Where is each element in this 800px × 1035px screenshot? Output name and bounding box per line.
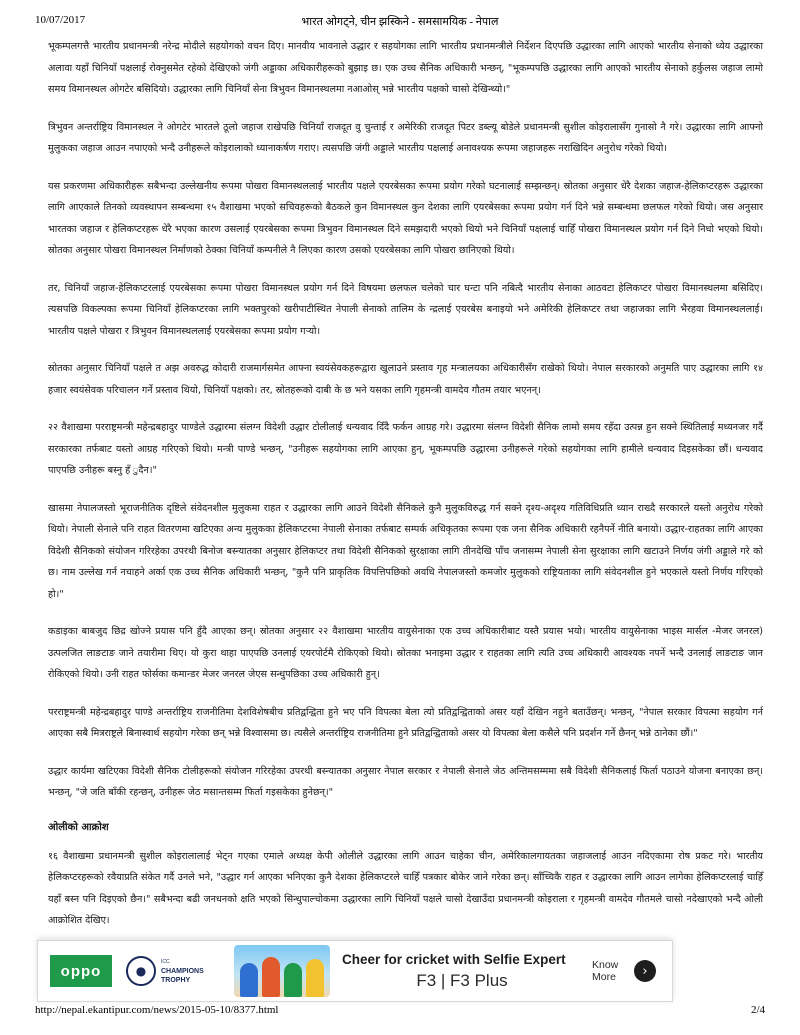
article-paragraph: तर, चिनियाँ जहाज-हेलिकप्टरलाई एयरबेसका रूपमा पोखरा विमानस्थल प्रयोग गर्न दिने विषयमा छलफल चलेको चार घन्टा पनि नबित्दै भारतीय सेनाका आठवटा हेलिकप्टर पोखरा विमानस्थलमा बसिदिए। त्यसपछि विकल्पका रूपमा चिनियाँ हेलिकप्टरका लागि भक्तपुरको खरीपाटीस्थित नेपाली सेनाको तालिम के न्द्रलाई एयरबेस बनाइयो भने अमेरिकी हेलिकप्टर तथा जहाजका लागि भैरहवा विमानस्थललाई। भारतीय पक्षले पोखरा र त्रिभुवन विमानस्थललाई एयरबेसका रूपमा प्रयोग गर्‍यो। <box>48 282 763 337</box>
article-paragraph: परराष्ट्रमन्त्री महेन्द्रबहादुर पाण्डे अन्तर्राष्ट्रिय राजनीतिमा देशविशेषबीच प्रतिद्वन्द्विता हुने भए पनि विपत्का बेला त्यो प्रतिद्वन्द्विताको असर यहाँ देखिन नहुने बताउँछन्। भन्छन्, "नेपाल सरकार विपत्मा सहयोग गर्न आएका सबै मित्रराष्ट्रले बिनास्वार्थ सहयोग गरेका छन् भन्ने विश्वासमा छ। त्यसैले अन्तर्राष्ट्रिय राजनीतिमा हुने प्रतिद्वन्द्विताको असर यो विपत्का बेला कसैले पनि प्रदर्शन गर्ने छैनन् भन्ने ठानेका छौं।" <box>48 706 763 739</box>
fan-figure <box>262 957 280 997</box>
article-subheading: ओलीको आक्रोश <box>48 821 109 833</box>
article-paragraph: कडाइका बाबजुद छिद्र खोज्ने प्रयास पनि हुँदै आएका छन्। स्रोतका अनुसार २२ वैशाखमा भारतीय वायुसेनाका एक उच्च अधिकारीबाट यस्तै प्रयास भयो। भारतीय वायुसेनाका भाइस मार्सल -मेजर जनरल) उत्पलजित लाङटाङ जाने तयारीमा थिए। यो कुरा थाहा पाएपछि उनलाई एयरपोर्टमै रोकिएको थियो। स्रोतका भनाइमा उद्धार र राहतका लागि त्यति उच्च अधिकारी आवश्यक नपर्ने भन्दै उनलाई लाङटाङ जान रोकिएको थियो। उनी राहत फोर्सका कमान्डर मेजर जनरल जेएस सन्धुपछिका उच्च अधिकारी हुन्। <box>48 626 763 680</box>
champions-label: CHAMPIONS <box>161 967 204 975</box>
print-header <box>35 14 765 30</box>
icc-label: ICC <box>161 958 170 965</box>
oppo-logo: oppo <box>50 955 112 987</box>
page-url: http://nepal.ekantipur.com/news/2015-05-10/8377.html <box>35 1004 279 1016</box>
trophy-label: TROPHY <box>161 976 191 984</box>
ad-model-names: F3 | F3 Plus <box>416 970 508 990</box>
article-paragraph: स्रोतका अनुसार चिनियाँ पक्षले त अझ अवरुद्ध कोदारी राजमार्गसमेत आफ्ना स्वयंसेवकहरूद्वारा खुलाउने प्रस्ताव गृह मन्त्रालयका अधिकारीसँग राखेको थियो। नेपाल सरकारको अनुमति पाए उद्धारका लागि १४ हजार स्वयंसेवक परिचालन गर्ने प्रस्ताव थियो, चिनियाँ पक्षको। तर, स्रोतहरूको दाबी के छ भने यसका लागि गृहमन्त्री वामदेव गौतम तयार भएनन्। <box>48 363 763 396</box>
article-paragraph: त्रिभुवन अन्तर्राष्ट्रिय विमानस्थल ने ओगटेर भारतले ठूलो जहाज राखेपछि चिनियाँ राजदूत वु चुन्ताई र अमेरिकी राजदूत पिटर डब्ल्यू बोडेले प्रधानमन्त्री सुशील कोइरालासँग गुनासो नै गरे। उद्धारका लागि आफ्नो मुलुकका जहाज आउन नपाएको भन्दै उनीहरूले कोइरालाको ध्यानाकर्षण गराए। त्यसपछि जंगी अड्डाले भारतीय पक्षलाई अनावश्यक रूपमा जहाजहरू नराखिदिन अनुरोध गरेको थियो। <box>48 121 763 154</box>
fan-figure <box>240 963 258 997</box>
article-paragraph: उद्धार कार्यमा खटिएका विदेशी सैनिक टोलीहरूको संयोजन गरिरहेका उपरथी बस्न्यातका अनुसार नेपाल सरकार र नेपाली सेनाले जेठ अन्तिमसम्ममा सबै विदेशी सैनिकलाई फिर्ता पठाउने योजना बनाएका छन्। भन्छन्, "जे जति बाँकी रहन्छन्, उनीहरू जेठ मसान्तसम्म फिर्ता गइसकेका हुनेछन्।" <box>48 765 763 798</box>
article-paragraph: १६ वैशाखमा प्रधानमन्त्री सुशील कोइरालालाई भेट्न गएका एमाले अध्यक्ष केपी ओलीले उद्धारका लागि आउन चाहेका चीन, अमेरिकालगायतका जहाजलाई आउन नदिएकामा रोष प्रकट गरे। भारतीय हेलिकप्टरहरूको रवैयाप्रति संकेत गर्दै उनले भने, "उद्धार गर्न आएका भनिएका कुनै देशका हेलिकप्टरले चाहिँ पत्रकार बोकेर जाने गरेका छन्। साँच्चिकै राहत र उद्धारका लागि आउन लागेका हेलिकप्टरलाई चाहिँ यहाँ बस्न पनि दिइएको छैन।" सबैभन्दा बढी जनधनको क्षति भएको सिन्धुपाल्चोकमा उद्धारका लागि चिनियाँ पक्षले चासो देखाउँदा प्रधानमन्त्री कोइराला र गृहमन्त्री वामदेव गौतमले चासो नदेखाएको भन्दै ओली आक्रोशित देखिए। <box>48 850 763 926</box>
print-footer <box>35 1004 765 1020</box>
ad-headline: Cheer for cricket with Selfie Expert <box>342 951 566 967</box>
know-more-button[interactable] <box>592 959 656 983</box>
fan-figure <box>306 959 324 997</box>
ad-copy <box>342 952 582 991</box>
know-more-label: Know More <box>592 959 619 983</box>
arrow-right-icon[interactable]: › <box>634 960 656 982</box>
fan-figure <box>284 963 302 997</box>
advertisement-banner[interactable] <box>37 940 673 1002</box>
champions-trophy-logo <box>126 956 226 986</box>
champions-trophy-text <box>161 958 204 985</box>
article-paragraph: खासमा नेपालजस्तो भूराजनीतिक दृष्टिले संवेदनशील मुलुकमा राहत र उद्धारका लागि आउने विदेशी सैनिकले कुनै मुलुकविरुद्ध गर्न सक्ने दृश्य-अदृश्य गतिविधिप्रति ध्यान राख्दै सरकारले यस्तो अनुरोध गरेको थियो। नेपाली सेनाले पनि राहत वितरणमा खटिएका अन्य मुलुकका हेलिकप्टरमा नेपाली सेनाका तर्फबाट सम्पर्क अधिकृतका रूपमा एक जना सैनिक अधिकारी रहनैपर्ने नीति बनायो। उद्धार-राहतका लागि आएका विदेशी सैनिकको संयोजन गरिरहेका उपरथी बिनोज बस्न्यातका अनुसार हेलिकप्टर तथा विदेशी सैनिकको सुरक्षाका लागि तीनदेखि पाँच जनासम्म नेपाली सेना सुरक्षाका लागि खटाउने निर्णय जंगी अड्डाले गरे को छ। नाम उल्लेख गर्न नचाहने अर्का एक उच्च सैनिक अधिकारी भन्छन्, "कुनै पनि प्राकृतिक विपत्तिपछिको अवधि नेपालजस्तो कमजोर मुलुकको राष्ट्रियताका लागि संवेदनशील हुने भएकाले यस्तो निर्णय गरिएको हो।" <box>48 502 763 600</box>
ad-photo <box>234 945 330 997</box>
article-paragraph: यस प्रकरणमा अधिकारीहरू सबैभन्दा उल्लेखनीय रूपमा पोखरा विमानस्थललाई भारतीय पक्षले एयरबेसका रूपमा प्रयोग गरेको घटनालाई सम्झन्छन्। स्रोतका अनुसार धेरै देशका जहाज-हेलिकप्टरहरू उद्धारका लागि आएकाले तिनको व्यवस्थापन सम्बन्धमा १५ वैशाखमा भएको सचिवहरूको बैठकले कुन विमानस्थल कुन देशका लागि एयरबेसका रूपमा प्रयोग गर्न दिने भन्ने सम्बन्धमा छलफल गरेको थियो। जस अनुसार भारतका जहाज र हेलिकप्टरहरू धेरै भएका कारण उसलाई एयरबेसका रूपमा त्रिभुवन विमानस्थल दिने समझदारी भएको थियो भने चिनियाँ पक्षलाई चाहिँ पोखरा विमानस्थल प्रयोग गर्न दिने निधो भएको थियो। स्रोतका अनुसार पोखरा विमानस्थल निर्माणको ठेक्का चिनियाँ कम्पनीले नै लिएका कारण उसको एयरबेसका लागि पोखरा छानिएको थियो। <box>48 180 763 256</box>
cricket-ball-icon: ● <box>126 956 156 986</box>
print-date: 10/07/2017 <box>35 14 86 26</box>
article-paragraph: २२ वैशाखमा परराष्ट्रमन्त्री महेन्द्रबहादुर पाण्डेले उद्धारमा संलग्न विदेशी उद्धार टोलीलाई धन्यवाद दिँदै फर्कन आग्रह गरे। उद्धारमा संलग्न विदेशी सैनिक लामो समय रहँदा उत्पन्न हुन सक्ने स्थितिलाई मध्यनजर गर्दै सरकारका तर्फबाट यस्तो आग्रह गरिएको थियो। मन्त्री पाण्डे भन्छन्, "उनीहरू सहयोगका लागि आएका हुन्, भूकम्पपछि उद्धारमा उनीहरूले गरेको सहयोगका लागि हामीले धन्यवाद दिइसकेका छौं। धन्यवाद पाएपछि उनीहरू बस्नु हँ ुदैन।" <box>48 422 764 476</box>
page-number: 2/4 <box>750 1004 765 1016</box>
article-body <box>48 36 763 948</box>
print-page-title: भारत ओगट्ने, चीन झस्किने - समसामयिक - नेपाल <box>301 16 499 28</box>
article-paragraph: भूकम्पलगत्तै भारतीय प्रधानमन्त्री नरेन्द्र मोदीले सहयोगको वचन दिए। मानवीय भावनाले उद्धार र सहयोगका लागि भारतीय प्रधानमन्त्रीले निर्देशन दिएपछि उद्धारका लागि आएको भारतीय सेनाको ध्येय उद्धारका अलावा यहाँ चिनियाँ पक्षलाई रोक्नुसमेत रहेको देखिएको जंगी अड्डाका अधिकारीहरूको बुझाइ छ। एक उच्च सैनिक अधिकारी भन्छन्, "भूकम्पपछि उद्धारका लागि आएको भारतीय सेनाको हर्कुलस जहाज लामो समय विमानस्थल ओगटेर बसिदियो। उद्धारका लागि चिनियाँ सेना त्रिभुवन विमानस्थलमा नआओस् भन्ने भारतीय पक्षको चासो देखिन्थ्यो।" <box>48 41 763 95</box>
